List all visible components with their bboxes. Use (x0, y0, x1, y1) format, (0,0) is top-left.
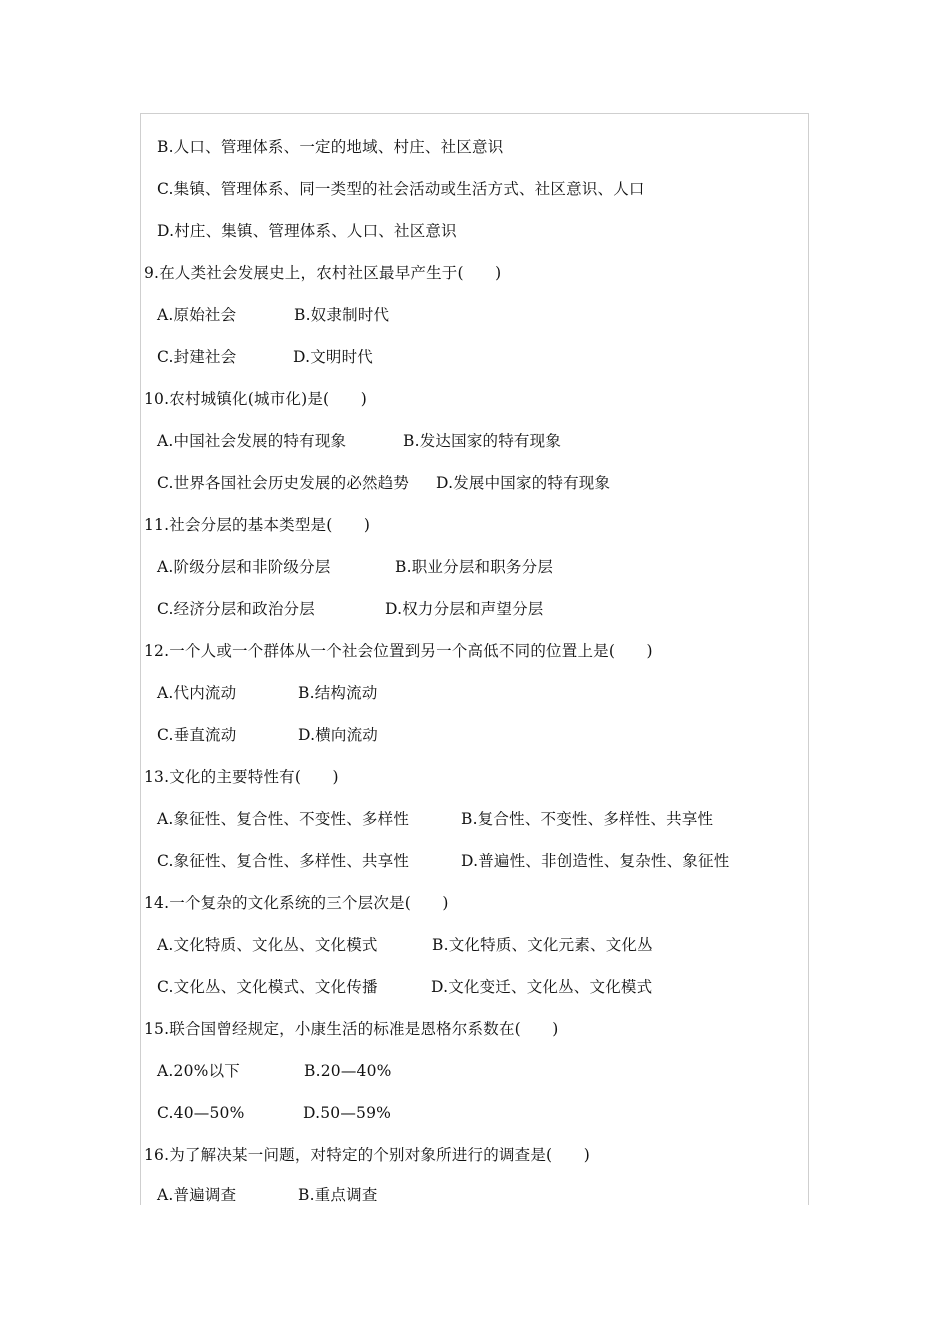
question-15: 15.联合国曾经规定，小康生活的标准是恩格尔系数在( ) (144, 1020, 559, 1038)
option-d: D.普遍性、非创造性、复杂性、象征性 (461, 852, 730, 870)
question-16: 16.为了解决某一问题，对特定的个别对象所进行的调查是( ) (144, 1146, 590, 1164)
question-9: 9.在人类社会发展史上，农村社区最早产生于( ) (144, 264, 502, 282)
option-d: D.50—59% (303, 1104, 392, 1122)
question-12: 12.一个人或一个群体从一个社会位置到另一个高低不同的位置上是( ) (144, 642, 653, 660)
option-c: C.文化丛、文化模式、文化传播 (157, 978, 378, 996)
option-line: D.村庄、集镇、管理体系、人口、社区意识 (157, 222, 457, 240)
option-a: A.普遍调查 (157, 1186, 237, 1204)
option-c: C.世界各国社会历史发展的必然趋势 (157, 474, 410, 492)
option-c: C.垂直流动 (157, 726, 237, 744)
question-10: 10.农村城镇化(城市化)是( ) (144, 390, 367, 408)
option-a: A.阶级分层和非阶级分层 (157, 558, 331, 576)
option-d: D.横向流动 (298, 726, 379, 744)
option-line: C.集镇、管理体系、同一类型的社会活动或生活方式、社区意识、人口 (157, 180, 645, 198)
option-d: D.文明时代 (293, 348, 374, 366)
question-14: 14.一个复杂的文化系统的三个层次是( ) (144, 894, 449, 912)
option-b: B.职业分层和职务分层 (395, 558, 554, 576)
option-c: C.象征性、复合性、多样性、共享性 (157, 852, 410, 870)
question-13: 13.文化的主要特性有( ) (144, 768, 339, 786)
option-b: B.结构流动 (298, 684, 378, 702)
option-b: B.重点调查 (298, 1186, 378, 1204)
option-c: C.封建社会 (157, 348, 237, 366)
option-a: A.象征性、复合性、不变性、多样性 (157, 810, 410, 828)
option-b: B.复合性、不变性、多样性、共享性 (461, 810, 714, 828)
question-11: 11.社会分层的基本类型是( ) (144, 516, 371, 534)
option-b: B.20—40% (304, 1062, 392, 1080)
option-a: A.代内流动 (157, 684, 237, 702)
option-b: B.发达国家的特有现象 (403, 432, 562, 450)
option-a: A.文化特质、文化丛、文化模式 (157, 936, 378, 954)
option-a: A.中国社会发展的特有现象 (157, 432, 347, 450)
option-a: A.原始社会 (157, 306, 237, 324)
option-d: D.发展中国家的特有现象 (436, 474, 611, 492)
option-d: D.权力分层和声望分层 (385, 600, 544, 618)
option-b: B.文化特质、文化元素、文化丛 (432, 936, 653, 954)
option-d: D.文化变迁、文化丛、文化模式 (431, 978, 653, 996)
option-c: C.经济分层和政治分层 (157, 600, 315, 618)
option-b: B.奴隶制时代 (294, 306, 390, 324)
option-c: C.40—50% (157, 1104, 245, 1122)
option-a: A.20%以下 (157, 1062, 240, 1080)
option-line: B.人口、管理体系、一定的地域、村庄、社区意识 (157, 138, 504, 156)
